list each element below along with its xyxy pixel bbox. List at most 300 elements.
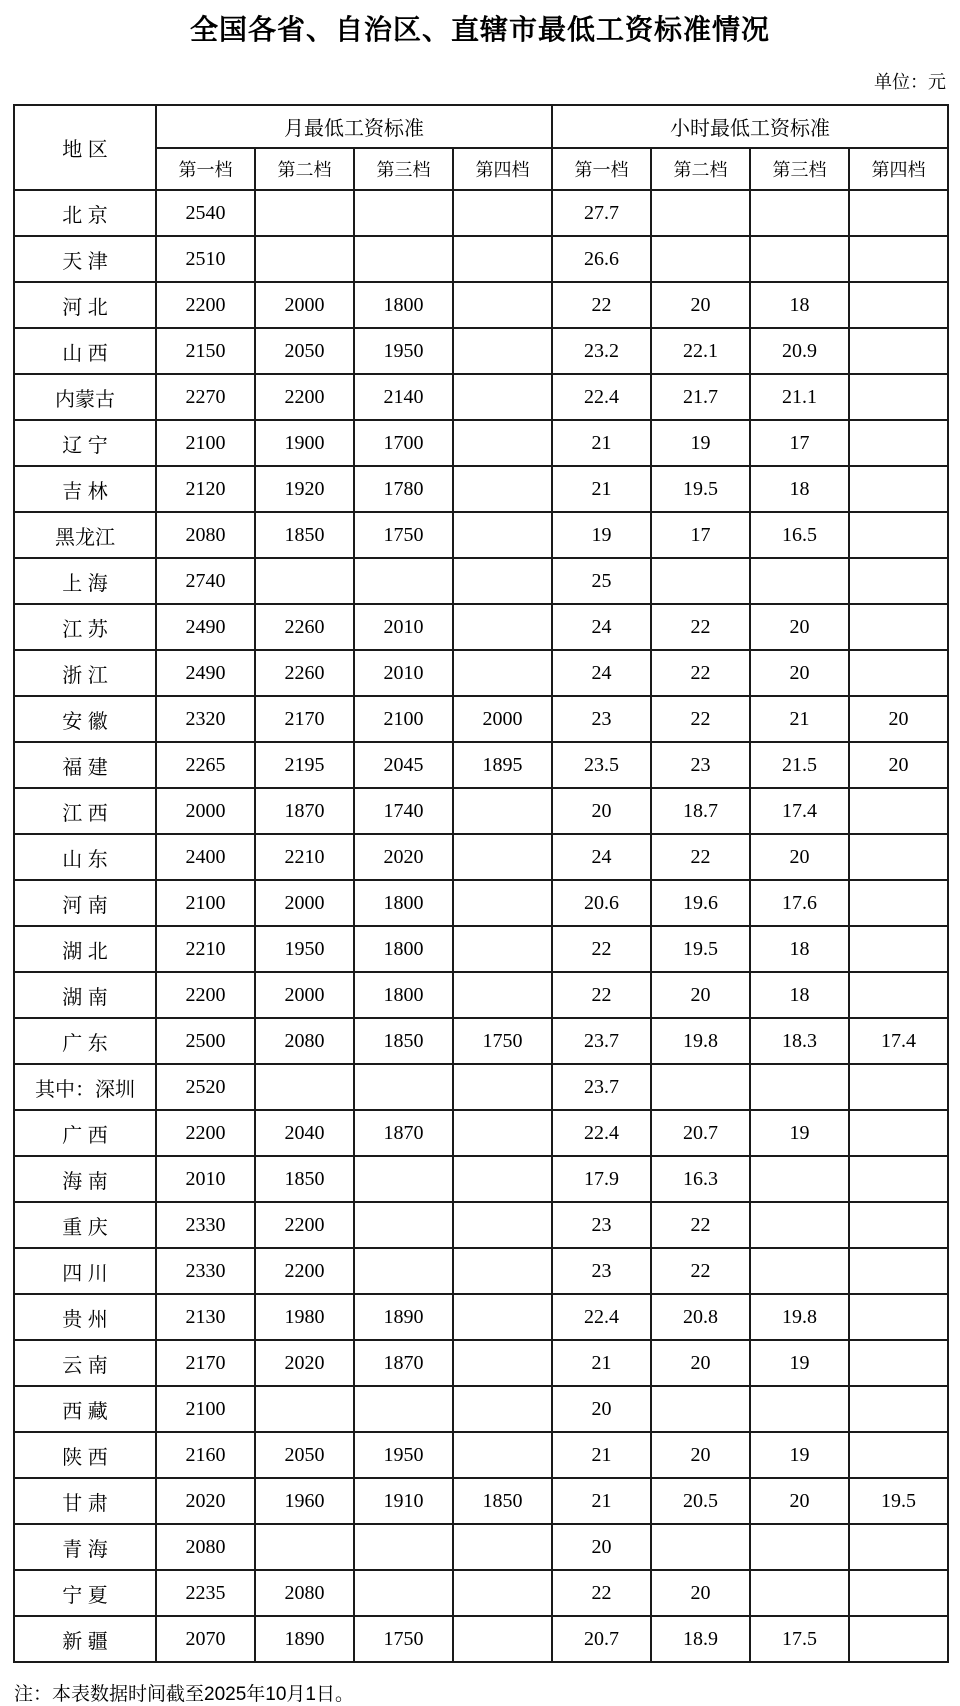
region-cell: 甘 肃 [14,1478,156,1524]
table-row [14,1524,948,1570]
value-cell [453,604,552,650]
value-cell: 22.4 [552,374,651,420]
value-cell: 2070 [156,1616,255,1662]
value-cell: 18 [750,466,849,512]
value-cell [849,236,948,282]
region-cell: 黑龙江 [14,512,156,558]
value-cell: 1980 [255,1294,354,1340]
table-row [14,1064,948,1110]
value-cell [354,558,453,604]
value-cell: 19 [651,420,750,466]
table-row [14,880,948,926]
value-cell: 1910 [354,1478,453,1524]
value-cell: 2200 [156,1110,255,1156]
value-cell: 18.7 [651,788,750,834]
value-cell [453,1616,552,1662]
value-cell [651,1524,750,1570]
value-cell: 2260 [255,604,354,650]
hourly-tier1-header: 第一档 [552,148,651,190]
value-cell: 22 [651,650,750,696]
value-cell: 1950 [354,1432,453,1478]
value-cell: 1800 [354,880,453,926]
value-cell: 23.7 [552,1064,651,1110]
value-cell [453,650,552,696]
value-cell: 22 [651,1202,750,1248]
table-row [14,466,948,512]
value-cell [453,880,552,926]
value-cell: 2330 [156,1202,255,1248]
value-cell [849,558,948,604]
value-cell [453,420,552,466]
table-row [14,1202,948,1248]
value-cell [453,328,552,374]
value-cell: 2000 [255,880,354,926]
group-header-row [14,105,948,148]
value-cell: 1890 [255,1616,354,1662]
value-cell: 1800 [354,926,453,972]
value-cell [255,1524,354,1570]
value-cell: 18.3 [750,1018,849,1064]
table-row [14,788,948,834]
value-cell: 2400 [156,834,255,880]
value-cell: 1900 [255,420,354,466]
value-cell: 20 [750,604,849,650]
value-cell [255,1064,354,1110]
value-cell [453,282,552,328]
value-cell: 2010 [354,650,453,696]
region-cell: 山 西 [14,328,156,374]
value-cell [750,1524,849,1570]
value-cell: 20 [750,1478,849,1524]
value-cell [453,1524,552,1570]
value-cell: 20 [651,282,750,328]
value-cell: 2540 [156,190,255,236]
table-row [14,1432,948,1478]
value-cell [849,604,948,650]
value-cell: 2000 [255,972,354,1018]
value-cell: 24 [552,650,651,696]
value-cell [849,1110,948,1156]
value-cell: 2170 [255,696,354,742]
value-cell: 2140 [354,374,453,420]
value-cell: 2200 [255,1202,354,1248]
value-cell: 2200 [255,1248,354,1294]
value-cell [849,1156,948,1202]
value-cell: 1850 [453,1478,552,1524]
value-cell: 2045 [354,742,453,788]
value-cell: 2000 [453,696,552,742]
value-cell [354,1156,453,1202]
region-cell: 山 东 [14,834,156,880]
value-cell: 1870 [354,1340,453,1386]
value-cell: 23.5 [552,742,651,788]
value-cell: 21.1 [750,374,849,420]
value-cell [849,512,948,558]
hourly-tier4-header: 第四档 [849,148,948,190]
value-cell: 20.5 [651,1478,750,1524]
region-cell: 吉 林 [14,466,156,512]
value-cell [453,466,552,512]
table-row [14,1570,948,1616]
value-cell: 20 [552,1386,651,1432]
monthly-tier1-header: 第一档 [156,148,255,190]
value-cell: 20 [651,1432,750,1478]
value-cell [354,1248,453,1294]
value-cell [849,282,948,328]
value-cell: 2160 [156,1432,255,1478]
monthly-tier2-header: 第二档 [255,148,354,190]
value-cell [255,190,354,236]
value-cell [453,788,552,834]
value-cell: 21 [552,420,651,466]
value-cell [849,1248,948,1294]
value-cell: 17 [651,512,750,558]
table-row [14,1616,948,1662]
table-row [14,420,948,466]
value-cell: 2000 [255,282,354,328]
value-cell: 1890 [354,1294,453,1340]
value-cell [849,1064,948,1110]
region-cell: 重 庆 [14,1202,156,1248]
region-cell: 江 苏 [14,604,156,650]
value-cell: 1950 [354,328,453,374]
value-cell [849,834,948,880]
value-cell [453,1294,552,1340]
value-cell [354,236,453,282]
value-cell: 20 [651,972,750,1018]
value-cell: 2080 [255,1018,354,1064]
value-cell [849,1294,948,1340]
value-cell: 22 [552,972,651,1018]
unit-label: 单位：元 [874,72,946,92]
value-cell [849,1524,948,1570]
value-cell [354,1386,453,1432]
region-cell: 福 建 [14,742,156,788]
value-cell: 2500 [156,1018,255,1064]
table-row [14,696,948,742]
value-cell: 26.6 [552,236,651,282]
value-cell [849,1432,948,1478]
minimum-wage-table [13,104,949,1663]
region-cell: 北 京 [14,190,156,236]
value-cell: 2130 [156,1294,255,1340]
value-cell [453,1570,552,1616]
value-cell [750,1202,849,1248]
value-cell: 1850 [354,1018,453,1064]
value-cell: 2170 [156,1340,255,1386]
value-cell: 2100 [156,1386,255,1432]
table-row [14,650,948,696]
value-cell: 1870 [255,788,354,834]
value-cell: 1850 [255,1156,354,1202]
value-cell [255,236,354,282]
value-cell: 20 [750,834,849,880]
value-cell [453,236,552,282]
value-cell: 2120 [156,466,255,512]
value-cell: 1850 [255,512,354,558]
table-row [14,972,948,1018]
value-cell [255,1386,354,1432]
value-cell: 22.4 [552,1294,651,1340]
region-cell: 天 津 [14,236,156,282]
value-cell [849,1202,948,1248]
value-cell: 17 [750,420,849,466]
monthly-tier4-header: 第四档 [453,148,552,190]
region-cell: 其中：深圳 [14,1064,156,1110]
region-cell: 云 南 [14,1340,156,1386]
value-cell [849,1616,948,1662]
value-cell: 1950 [255,926,354,972]
region-cell: 四 川 [14,1248,156,1294]
value-cell: 2050 [255,1432,354,1478]
value-cell [849,466,948,512]
region-column-header: 地 区 [14,105,156,190]
value-cell: 21.7 [651,374,750,420]
value-cell: 21 [552,1340,651,1386]
region-cell: 浙 江 [14,650,156,696]
value-cell: 24 [552,834,651,880]
value-cell [750,236,849,282]
region-cell: 内蒙古 [14,374,156,420]
value-cell: 2195 [255,742,354,788]
value-cell [750,1156,849,1202]
table-row [14,328,948,374]
value-cell: 23 [552,1248,651,1294]
value-cell: 1750 [453,1018,552,1064]
value-cell: 2200 [156,972,255,1018]
value-cell: 19.8 [651,1018,750,1064]
hourly-group-header: 小时最低工资标准 [552,105,948,148]
value-cell: 2510 [156,236,255,282]
value-cell: 23 [651,742,750,788]
value-cell: 1700 [354,420,453,466]
value-cell: 2080 [255,1570,354,1616]
value-cell: 2000 [156,788,255,834]
hourly-tier3-header: 第三档 [750,148,849,190]
value-cell: 20 [651,1570,750,1616]
value-cell [453,1386,552,1432]
value-cell [849,1570,948,1616]
value-cell: 1780 [354,466,453,512]
value-cell: 20.9 [750,328,849,374]
table-body [14,190,948,1662]
value-cell: 19.5 [651,466,750,512]
value-cell: 2100 [156,420,255,466]
region-cell: 辽 宁 [14,420,156,466]
table-row [14,1294,948,1340]
value-cell: 22 [552,926,651,972]
value-cell: 19.5 [651,926,750,972]
value-cell: 25 [552,558,651,604]
value-cell [849,788,948,834]
value-cell: 20.6 [552,880,651,926]
table-row [14,512,948,558]
value-cell: 19.8 [750,1294,849,1340]
value-cell: 21 [552,1432,651,1478]
value-cell: 19 [750,1340,849,1386]
value-cell [453,1064,552,1110]
value-cell: 18 [750,972,849,1018]
table-row [14,604,948,650]
value-cell [354,1202,453,1248]
value-cell [849,650,948,696]
value-cell: 20 [651,1340,750,1386]
value-cell: 2490 [156,604,255,650]
value-cell: 2080 [156,512,255,558]
table-row [14,1248,948,1294]
value-cell: 1750 [354,1616,453,1662]
value-cell: 2020 [156,1478,255,1524]
value-cell: 1920 [255,466,354,512]
value-cell [849,374,948,420]
value-cell: 18 [750,282,849,328]
value-cell [453,1202,552,1248]
value-cell: 2080 [156,1524,255,1570]
value-cell: 17.6 [750,880,849,926]
value-cell: 24 [552,604,651,650]
table-row [14,236,948,282]
value-cell [453,926,552,972]
region-cell: 上 海 [14,558,156,604]
page-title: 全国各省、自治区、直辖市最低工资标准情况 [189,14,770,45]
value-cell [453,374,552,420]
region-cell: 湖 南 [14,972,156,1018]
value-cell: 19 [750,1110,849,1156]
value-cell: 20.8 [651,1294,750,1340]
value-cell: 18 [750,926,849,972]
value-cell [651,236,750,282]
hourly-tier2-header: 第二档 [651,148,750,190]
value-cell [849,420,948,466]
region-cell: 安 徽 [14,696,156,742]
value-cell: 22.4 [552,1110,651,1156]
value-cell: 2010 [354,604,453,650]
value-cell: 22 [651,604,750,650]
value-cell [750,1064,849,1110]
region-cell: 河 北 [14,282,156,328]
value-cell [354,1064,453,1110]
value-cell: 17.9 [552,1156,651,1202]
table-row [14,282,948,328]
value-cell: 1750 [354,512,453,558]
region-cell: 西 藏 [14,1386,156,1432]
value-cell [453,512,552,558]
value-cell: 21 [750,696,849,742]
value-cell: 22 [552,282,651,328]
region-cell: 海 南 [14,1156,156,1202]
value-cell [453,834,552,880]
value-cell [849,328,948,374]
value-cell [453,1110,552,1156]
value-cell: 2200 [255,374,354,420]
table-row [14,374,948,420]
table-row [14,1018,948,1064]
value-cell: 1800 [354,282,453,328]
value-cell: 2265 [156,742,255,788]
value-cell: 19.6 [651,880,750,926]
value-cell: 2020 [354,834,453,880]
table-row [14,1340,948,1386]
value-cell: 20.7 [552,1616,651,1662]
value-cell: 21.5 [750,742,849,788]
table-row [14,558,948,604]
value-cell [651,1386,750,1432]
value-cell [453,1432,552,1478]
value-cell: 20 [552,788,651,834]
table-row [14,742,948,788]
value-cell [453,558,552,604]
value-cell [651,1064,750,1110]
value-cell [849,190,948,236]
value-cell: 1740 [354,788,453,834]
value-cell [354,1524,453,1570]
value-cell: 19 [552,512,651,558]
value-cell [453,1156,552,1202]
value-cell [651,190,750,236]
value-cell: 2210 [255,834,354,880]
value-cell: 2210 [156,926,255,972]
value-cell: 19.5 [849,1478,948,1524]
value-cell: 23 [552,1202,651,1248]
value-cell [750,1570,849,1616]
table-row [14,926,948,972]
value-cell: 2330 [156,1248,255,1294]
value-cell: 20.7 [651,1110,750,1156]
value-cell: 1870 [354,1110,453,1156]
value-cell [354,190,453,236]
value-cell: 23 [552,696,651,742]
value-cell [849,1386,948,1432]
value-cell: 2100 [354,696,453,742]
value-cell: 20 [750,650,849,696]
value-cell: 2520 [156,1064,255,1110]
value-cell [453,190,552,236]
value-cell: 2260 [255,650,354,696]
value-cell: 19 [750,1432,849,1478]
value-cell: 22 [651,1248,750,1294]
value-cell [849,926,948,972]
value-cell: 2200 [156,282,255,328]
value-cell: 16.3 [651,1156,750,1202]
value-cell [354,1570,453,1616]
value-cell: 2490 [156,650,255,696]
region-cell: 广 东 [14,1018,156,1064]
table-row [14,1110,948,1156]
value-cell: 1960 [255,1478,354,1524]
region-cell: 广 西 [14,1110,156,1156]
value-cell: 23.7 [552,1018,651,1064]
value-cell: 20 [849,696,948,742]
value-cell: 22 [651,696,750,742]
value-cell: 2150 [156,328,255,374]
value-cell: 21 [552,1478,651,1524]
value-cell [750,558,849,604]
value-cell: 22 [552,1570,651,1616]
value-cell [453,1340,552,1386]
region-cell: 陕 西 [14,1432,156,1478]
value-cell [453,972,552,1018]
table-row [14,190,948,236]
value-cell [849,972,948,1018]
value-cell: 2040 [255,1110,354,1156]
value-cell [651,558,750,604]
value-cell: 1895 [453,742,552,788]
value-cell: 17.5 [750,1616,849,1662]
value-cell: 22.1 [651,328,750,374]
table-header [14,105,948,190]
footnote: 注：本表数据时间截至2025年10月1日。 [14,1684,354,1705]
region-cell: 贵 州 [14,1294,156,1340]
